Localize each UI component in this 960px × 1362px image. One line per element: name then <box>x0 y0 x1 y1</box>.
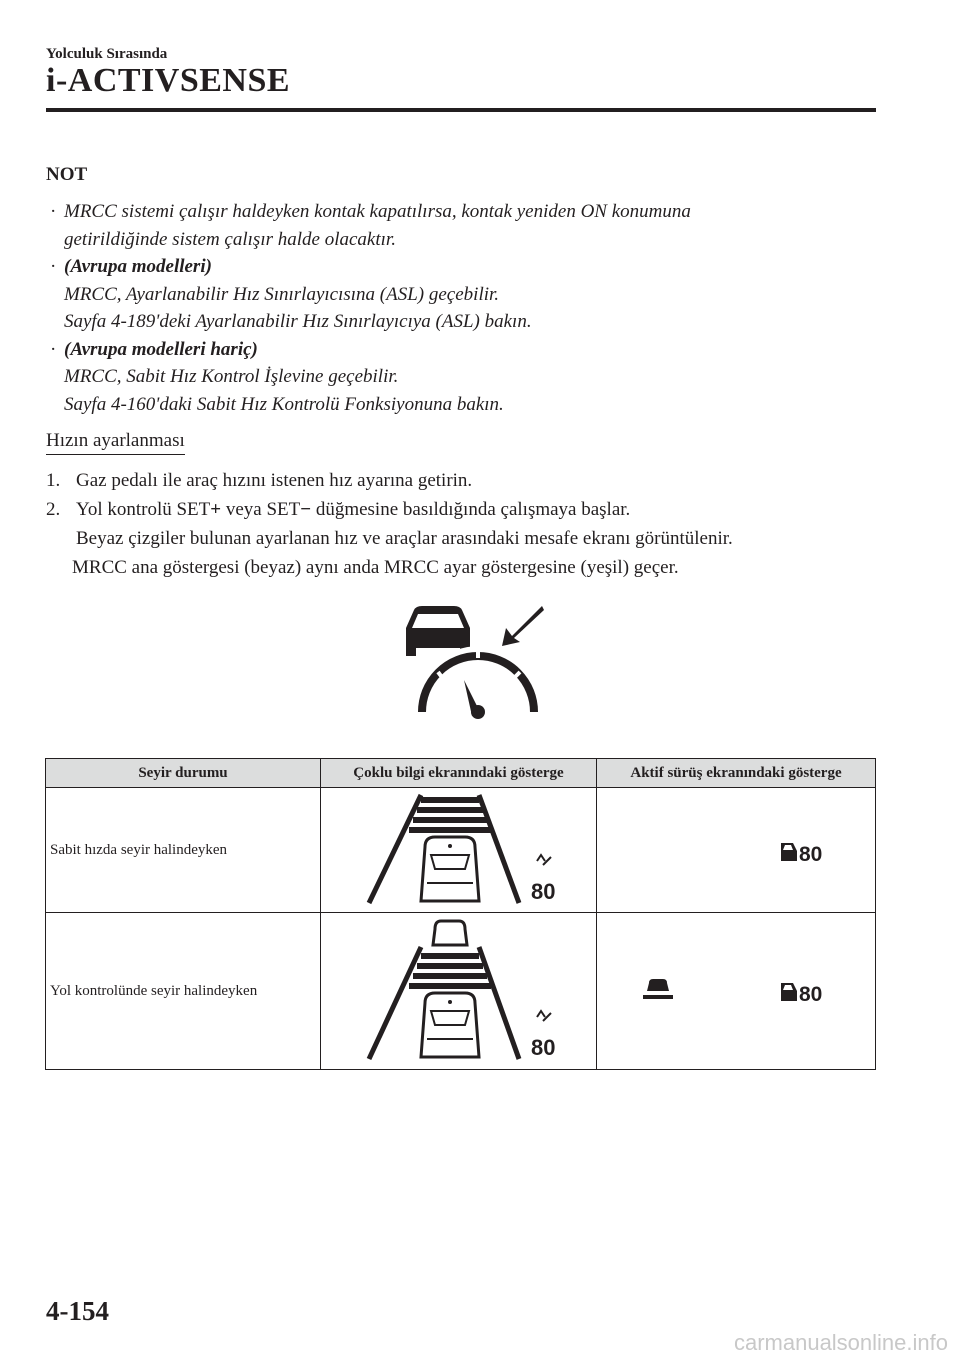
step-text: Yol kontrolü SET <box>76 499 211 520</box>
step-number: 2. <box>46 499 61 520</box>
table-row <box>46 913 876 1070</box>
plus-symbol: + <box>210 499 222 520</box>
watermark: carmanualsonline.info <box>733 1330 948 1355</box>
header-rule <box>46 108 876 112</box>
step-2-line-3: MRCC ana göstergesi (beyaz) aynı anda MRCC ayar göstergesine (yeşil) geçer. <box>72 557 679 578</box>
set-speed-value: 80 <box>530 1035 555 1060</box>
section-label: Yolculuk Sırasında <box>46 46 168 62</box>
table-header: Aktif sürüş ekranındaki gösterge <box>597 759 876 788</box>
note-item <box>46 253 866 336</box>
table-header: Çoklu bilgi ekranındaki gösterge <box>321 759 597 788</box>
note-heading: (Avrupa modelleri) <box>64 256 212 277</box>
minus-symbol: − <box>300 499 312 520</box>
cruise-state-label: Sabit hızda seyir halindeyken <box>46 788 321 913</box>
bullet: · <box>50 201 57 222</box>
lane-display-icon <box>359 791 559 909</box>
note-title: NOT <box>46 164 88 185</box>
page-number: 4-154 <box>46 1296 109 1326</box>
mrcc-indicator-icon <box>398 600 548 720</box>
bullet: · <box>50 256 57 277</box>
active-driving-display-cell <box>597 788 876 913</box>
note-item <box>46 336 866 419</box>
set-speed-value: 80 <box>530 879 555 904</box>
note-list <box>46 198 866 418</box>
set-speed-display <box>779 839 829 865</box>
table-header: Seyir durumu <box>46 759 321 788</box>
bullet: · <box>50 338 57 360</box>
speed-setting-heading: Hızın ayarlanması <box>46 430 185 455</box>
note-heading: (Avrupa modelleri hariç) <box>64 338 258 360</box>
indicator-table <box>45 758 876 1070</box>
note-line: MRCC, Sabit Hız Kontrol İşlevine geçebilir. <box>64 366 399 387</box>
set-speed-value: 80 <box>799 843 823 865</box>
car-ahead-icon <box>643 977 673 1001</box>
multi-info-display-cell <box>321 788 597 913</box>
step-text: Gaz pedalı ile araç hızını istenen hız ayarına getirin. <box>76 470 473 491</box>
note-line: Sayfa 4-189'deki Ayarlanabilir Hız Sınırlayıcıya (ASL) bakın. <box>64 311 532 332</box>
set-speed-display <box>779 979 829 1005</box>
note-line: MRCC, Ayarlanabilir Hız Sınırlayıcısına (ASL) geçebilir. <box>64 283 500 305</box>
step-1 <box>46 466 886 495</box>
note-line: Sayfa 4-160'daki Sabit Hız Kontrolü Fonksiyonuna bakın. <box>64 393 504 415</box>
chapter-title: i-ACTIVSENSE <box>46 62 291 99</box>
note-item <box>46 198 866 253</box>
cruise-state-label: Yol kontrolünde seyir halindeyken <box>46 913 321 1070</box>
note-line: getirildiğinde sistem çalışır halde olacaktır. <box>64 228 396 250</box>
active-driving-display-cell <box>597 913 876 1070</box>
steps-list <box>46 466 886 582</box>
step-text: düğmesine basıldığında çalışmaya başlar. <box>311 499 631 520</box>
step-2 <box>46 495 886 524</box>
note-line: MRCC sistemi çalışır haldeyken kontak kapatılırsa, kontak yeniden ON konumuna <box>64 201 691 222</box>
multi-info-display-cell <box>321 913 597 1070</box>
table-row <box>46 788 876 913</box>
set-speed-value: 80 <box>799 983 823 1005</box>
step-number: 1. <box>46 470 61 491</box>
step-2-line-2: Beyaz çizgiler bulunan ayarlanan hız ve araçlar arasındaki mesafe ekranı görüntülenir. <box>76 528 733 549</box>
step-text: veya SET <box>221 499 301 520</box>
lane-display-icon <box>359 917 559 1065</box>
